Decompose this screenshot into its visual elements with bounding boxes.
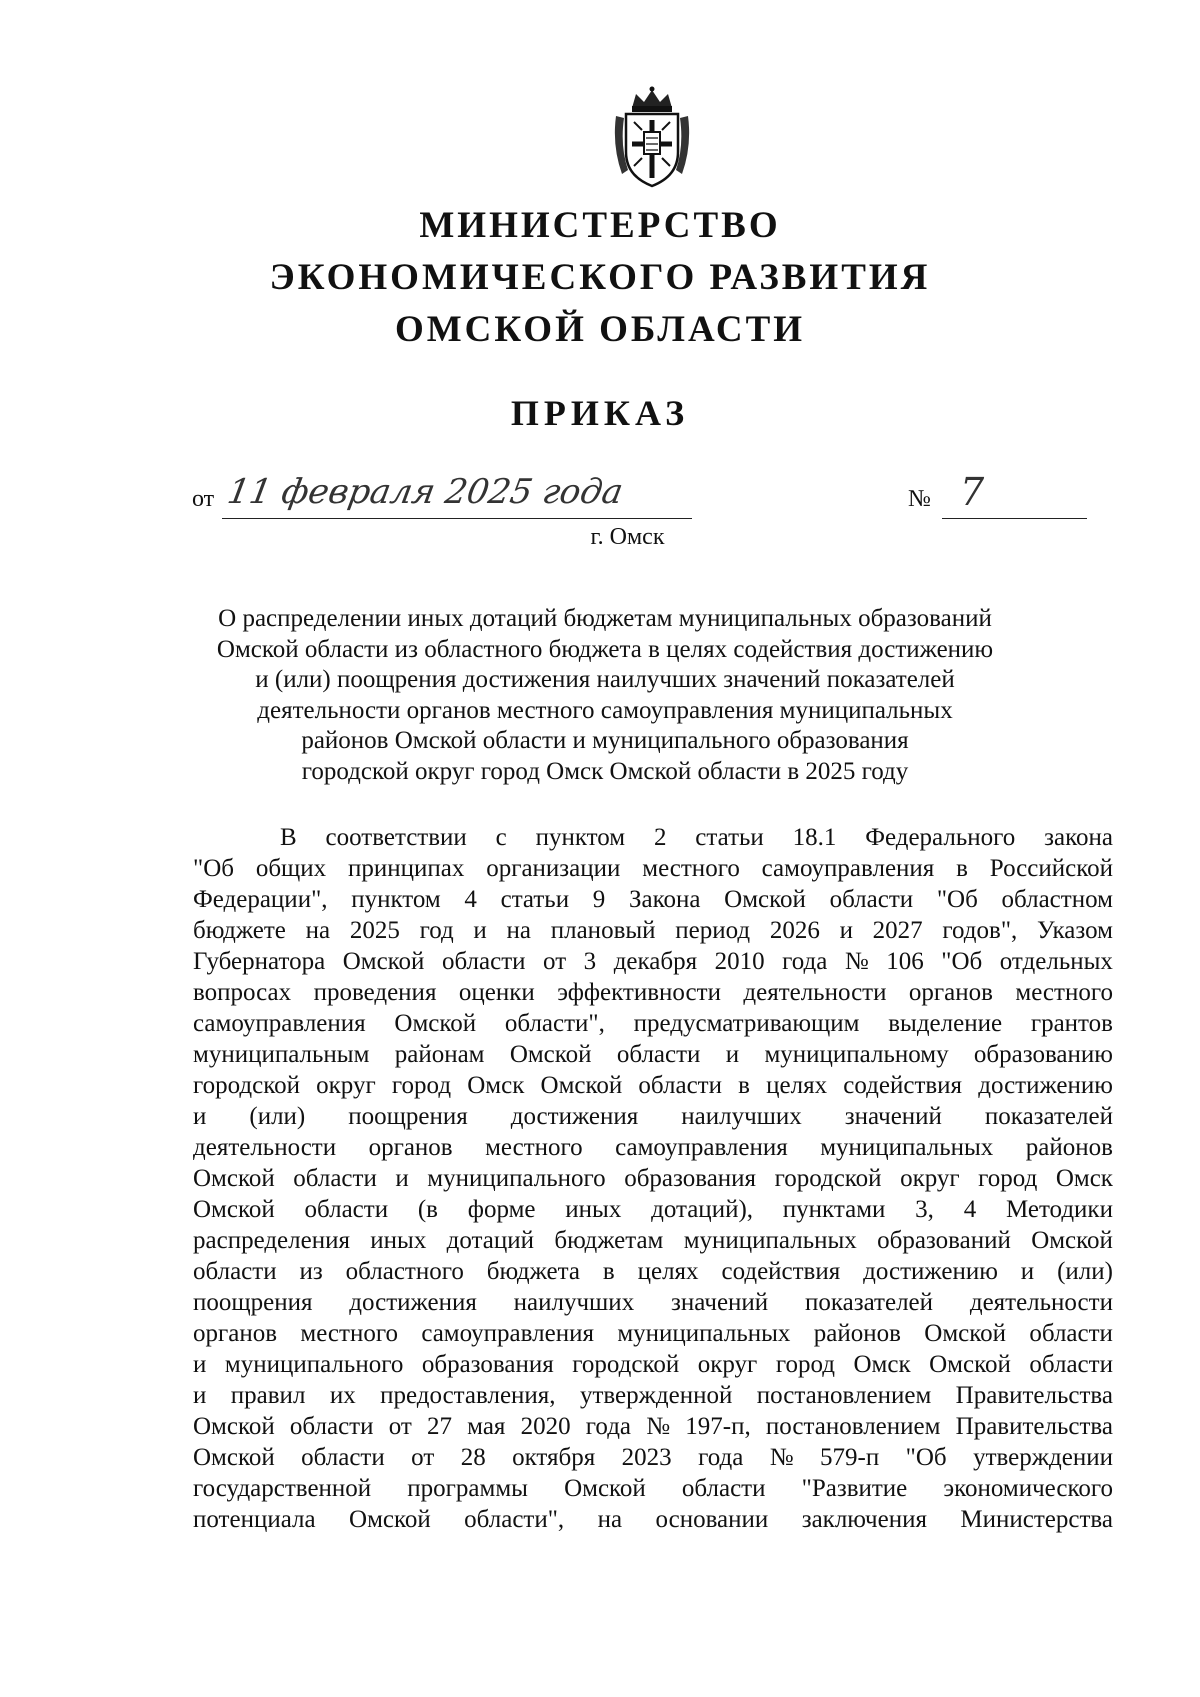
body-word: достижения: [349, 1289, 477, 1316]
body-word: в: [602, 1258, 615, 1285]
body-word: на: [597, 1506, 623, 1533]
body-word: и: [395, 1165, 409, 1192]
body-word: муниципальных: [683, 1227, 857, 1254]
body-line: [193, 1504, 1113, 1535]
body-word: на: [506, 917, 532, 944]
body-word: муниципальному: [764, 1041, 949, 1068]
body-word: показателей: [984, 1103, 1113, 1130]
body-word: значений: [671, 1289, 769, 1316]
body-word: области: [1029, 1320, 1113, 1347]
body-word: Указом: [1037, 917, 1113, 944]
body-word: местного: [300, 1320, 398, 1347]
body-word: городской: [774, 1165, 882, 1192]
document-type: ПРИКАЗ: [510, 393, 690, 433]
body-line: [193, 822, 1113, 853]
body-line: [193, 853, 1113, 884]
body-word: "Об: [936, 886, 978, 913]
body-word: статьи: [500, 886, 570, 913]
number-prefix: №: [908, 486, 931, 512]
body-word: год: [419, 917, 454, 944]
body-word: Правительства: [955, 1382, 1113, 1409]
body-word: 28: [460, 1444, 486, 1471]
body-word: выделение: [888, 1010, 1003, 1037]
subject-line: районов Омской области и муниципального образования: [301, 727, 909, 754]
body-line: [193, 1287, 1113, 1318]
body-word: с: [495, 824, 507, 851]
body-word: области: [638, 1072, 722, 1099]
body-word: Федерации",: [193, 886, 328, 913]
body-word: потенциала: [193, 1506, 316, 1533]
body-word: 2: [653, 824, 667, 851]
body-word: самоуправления: [761, 855, 935, 882]
subject-line: городской округ город Омск Омской области в 2025 году: [301, 757, 909, 785]
body-word: органов: [908, 979, 993, 1006]
body-word: 4: [464, 886, 477, 913]
body-word: Омск: [1055, 1165, 1113, 1192]
body-line: [193, 1411, 1113, 1442]
body-word: области: [289, 1413, 374, 1440]
body-word: области",: [464, 1506, 565, 1533]
body-word: года: [782, 948, 828, 975]
coat-of-arms-icon: [610, 86, 694, 190]
body-word: из: [299, 1258, 323, 1285]
body-word: показателей: [804, 1289, 934, 1316]
body-line: [193, 1132, 1113, 1163]
body-word: области: [616, 1041, 701, 1068]
body-word: органов: [368, 1134, 453, 1161]
body-word: (или): [1057, 1258, 1113, 1285]
body-line: [193, 915, 1113, 946]
body-word: области: [193, 1258, 277, 1285]
date-prefix: от: [192, 486, 215, 512]
body-word: 2026: [769, 917, 820, 944]
body-word: 2023: [621, 1444, 672, 1471]
body-word: принципах: [348, 855, 465, 882]
body-word: Закона: [628, 886, 701, 913]
body-word: соответствии: [325, 824, 467, 851]
subject-line: деятельности органов местного самоуправления муниципальных: [257, 696, 953, 724]
body-word: наилучших: [513, 1289, 635, 1316]
subject-line: Омской области из областного бюджета в целях содействия достижению: [216, 635, 994, 663]
body-line: [193, 1101, 1113, 1132]
body-word: Омской: [193, 1196, 275, 1223]
body-word: годов",: [942, 917, 1018, 944]
body-word: утвержденной: [579, 1382, 733, 1409]
body-line: [193, 1380, 1113, 1411]
body-word: (или): [249, 1103, 306, 1130]
body-word: образований: [877, 1227, 1011, 1254]
body-word: бюджете: [193, 917, 286, 944]
body-word: органов: [193, 1320, 278, 1347]
body-word: иных: [565, 1196, 622, 1223]
body-word: Омской: [564, 1475, 646, 1502]
ministry-line: МИНИСТЕРСТВО: [419, 205, 781, 246]
body-line: [193, 884, 1113, 915]
body-word: 2025: [349, 917, 400, 944]
body-word: 9: [592, 886, 606, 913]
city: г. Омск: [590, 524, 665, 550]
body-word: 2027: [872, 917, 923, 944]
body-word: отдельных: [999, 948, 1113, 975]
body-word: "Об: [193, 855, 234, 882]
body-word: дотаций: [446, 1227, 535, 1254]
body-word: В: [280, 824, 297, 851]
body-word: 3: [583, 948, 597, 975]
body-word: экономического: [943, 1475, 1113, 1502]
body-word: округ: [697, 1351, 758, 1378]
body-line: [193, 1008, 1113, 1039]
body-word: вопросах: [193, 979, 292, 1006]
body-word: программы: [407, 1475, 528, 1502]
body-word: области: [293, 1165, 377, 1192]
body-word: и: [193, 1382, 207, 1409]
body-word: город: [978, 1165, 1038, 1192]
body-word: содействия: [721, 1258, 841, 1285]
body-word: и: [193, 1103, 207, 1130]
body-word: 2020: [520, 1413, 571, 1440]
body-word: содействия: [843, 1072, 963, 1099]
body-word: областном: [1001, 886, 1113, 913]
handwritten-date: 11 февраля 2025 года: [224, 472, 626, 512]
subject-line: О распределении иных дотаций бюджетам муниципальных образований: [218, 605, 992, 632]
body-word: и: [725, 1041, 740, 1068]
body-word: закона: [1044, 824, 1113, 851]
body-word: Омской: [929, 1351, 1011, 1378]
body-word: образования: [421, 1351, 554, 1378]
body-word: и: [193, 1351, 207, 1378]
body-word: и: [839, 917, 853, 944]
body-word: Правительства: [955, 1413, 1113, 1440]
body-word: достижению: [863, 1258, 998, 1285]
body-line: [193, 1163, 1113, 1194]
body-word: области: [681, 1475, 766, 1502]
body-word: самоуправления: [193, 1010, 366, 1037]
date-underline: [222, 518, 692, 519]
ministry-line: ЭКОНОМИЧЕСКОГО РАЗВИТИЯ: [269, 257, 931, 298]
body-word: целях: [637, 1258, 699, 1285]
body-word: муниципальным: [193, 1041, 370, 1068]
body-word: постановлением: [756, 1382, 932, 1409]
body-word: дотаций),: [651, 1196, 754, 1223]
body-word: области: [441, 948, 526, 975]
body-word: областного: [345, 1258, 464, 1285]
body-word: местного: [1015, 979, 1113, 1006]
body-line: [193, 1318, 1113, 1349]
body-word: 27: [426, 1413, 452, 1440]
body-word: пунктом: [535, 824, 626, 851]
body-word: поощрения: [193, 1289, 313, 1316]
body-word: округ: [900, 1165, 960, 1192]
body-word: 106: [886, 948, 924, 975]
body-word: в: [738, 1072, 750, 1099]
body-word: постановлением: [765, 1413, 941, 1440]
body-word: распределения: [193, 1227, 350, 1254]
body-word: форме: [467, 1196, 536, 1223]
body-word: "Развитие: [801, 1475, 908, 1502]
body-word: проведения: [313, 979, 437, 1006]
body-word: пунктом: [351, 886, 441, 913]
body-word: на: [305, 917, 331, 944]
body-word: декабря: [613, 948, 698, 975]
body-word: деятельности: [193, 1134, 337, 1161]
body-word: бюджета: [486, 1258, 580, 1285]
body-word: предусматривающим: [633, 1010, 860, 1037]
body-word: оценки: [458, 979, 535, 1006]
body-word: от: [543, 948, 567, 975]
body-word: №: [646, 1413, 671, 1440]
body-word: и: [1020, 1258, 1035, 1285]
body-line: [193, 1256, 1113, 1287]
body-word: области: [304, 1196, 389, 1223]
body-word: иных: [370, 1227, 427, 1254]
body-word: самоуправления: [615, 1134, 788, 1161]
body-word: Министерства: [960, 1506, 1113, 1533]
body-word: эффективности: [557, 979, 721, 1006]
body-word: Омской: [349, 1506, 431, 1533]
body-word: поощрения: [348, 1103, 468, 1130]
body-word: районов: [1025, 1134, 1113, 1161]
body-word: области: [1029, 1351, 1113, 1378]
body-word: округ: [316, 1072, 376, 1099]
body-word: №: [844, 948, 869, 975]
body-line: [193, 1473, 1113, 1504]
body-word: самоуправления: [421, 1320, 594, 1347]
body-word: Омской: [394, 1010, 477, 1037]
body-word: Методики: [1005, 1196, 1113, 1223]
body-word: Омской: [193, 1165, 275, 1192]
body-word: от: [411, 1444, 435, 1471]
body-word: плановый: [550, 917, 656, 944]
body-word: организации: [486, 855, 621, 882]
body-word: и: [473, 917, 487, 944]
body-word: город: [391, 1072, 452, 1099]
body-word: от: [388, 1413, 412, 1440]
order-body: [193, 822, 1113, 1535]
body-word: достижения: [510, 1103, 639, 1130]
body-word: мая: [467, 1413, 506, 1440]
body-word: Омской: [924, 1320, 1006, 1347]
body-word: бюджетам: [554, 1227, 664, 1254]
subject-line: и (или) поощрения достижения наилучших значений показателей: [255, 666, 955, 693]
body-word: Омской: [342, 948, 425, 975]
body-word: наилучших: [681, 1103, 802, 1130]
body-word: Российской: [989, 855, 1113, 882]
body-word: общих: [255, 855, 327, 882]
body-word: предоставления,: [380, 1382, 556, 1409]
body-word: государственной: [193, 1475, 372, 1502]
body-word: городской: [572, 1351, 680, 1378]
body-word: Федерального: [865, 824, 1016, 851]
body-word: городской: [193, 1072, 300, 1099]
body-line: [193, 1039, 1113, 1070]
body-word: года: [698, 1444, 744, 1471]
body-line: [193, 946, 1113, 977]
body-word: деятельности: [743, 979, 887, 1006]
body-word: целях: [766, 1072, 828, 1099]
body-word: области: [829, 886, 914, 913]
body-word: Омской: [509, 1041, 592, 1068]
body-word: город: [775, 1351, 835, 1378]
number-underline: [942, 518, 1087, 519]
body-word: Омской: [193, 1444, 275, 1471]
body-word: "Об: [905, 1444, 947, 1471]
body-word: местного: [485, 1134, 583, 1161]
body-word: 4: [963, 1196, 977, 1223]
body-word: Омской: [193, 1413, 275, 1440]
body-word: 579-п: [820, 1444, 880, 1471]
body-word: Омской: [540, 1072, 623, 1099]
body-word: года: [585, 1413, 632, 1440]
body-line: [193, 1349, 1113, 1380]
body-word: образованию: [973, 1041, 1113, 1068]
body-line: [193, 1194, 1113, 1225]
body-word: правил: [230, 1382, 306, 1409]
body-word: области: [301, 1444, 385, 1471]
body-word: пунктами: [782, 1196, 886, 1223]
body-word: №: [769, 1444, 794, 1471]
body-word: в: [956, 855, 968, 882]
body-word: 2010: [714, 948, 765, 975]
order-subject: [150, 604, 1060, 787]
body-word: 18.1: [792, 824, 837, 851]
body-line: [193, 1442, 1113, 1473]
body-word: достижению: [978, 1072, 1113, 1099]
body-word: образования: [624, 1165, 757, 1192]
body-word: период: [675, 917, 751, 944]
body-word: местного: [642, 855, 740, 882]
body-word: 3,: [915, 1196, 934, 1223]
body-word: муниципальных: [820, 1134, 994, 1161]
body-line: [193, 1225, 1113, 1256]
handwritten-number: 7: [960, 470, 985, 514]
body-word: районам: [394, 1041, 485, 1068]
body-word: "Об: [941, 948, 983, 975]
body-word: значений: [844, 1103, 942, 1130]
body-line: [193, 1070, 1113, 1101]
ministry-name: [0, 200, 1200, 356]
body-word: районов: [813, 1320, 901, 1347]
body-word: заключения: [801, 1506, 927, 1533]
body-word: области",: [504, 1010, 605, 1037]
body-word: основании: [655, 1506, 769, 1533]
body-word: Омской: [724, 886, 806, 913]
body-word: грантов: [1030, 1010, 1113, 1037]
body-word: деятельности: [969, 1289, 1113, 1316]
body-line: [193, 977, 1113, 1008]
body-word: Омск: [467, 1072, 525, 1099]
body-word: муниципальных: [617, 1320, 791, 1347]
body-word: октября: [512, 1444, 596, 1471]
body-word: Губернатора: [193, 948, 326, 975]
body-word: Омской: [1031, 1227, 1113, 1254]
body-word: муниципального: [224, 1351, 404, 1378]
body-word: Омск: [853, 1351, 911, 1378]
body-word: 197-п,: [685, 1413, 751, 1440]
body-word: утверждении: [973, 1444, 1113, 1471]
body-word: муниципального: [427, 1165, 606, 1192]
body-word: (в: [417, 1196, 438, 1223]
body-word: статьи: [695, 824, 764, 851]
body-word: их: [329, 1382, 356, 1409]
ministry-line: ОМСКОЙ ОБЛАСТИ: [394, 309, 806, 350]
